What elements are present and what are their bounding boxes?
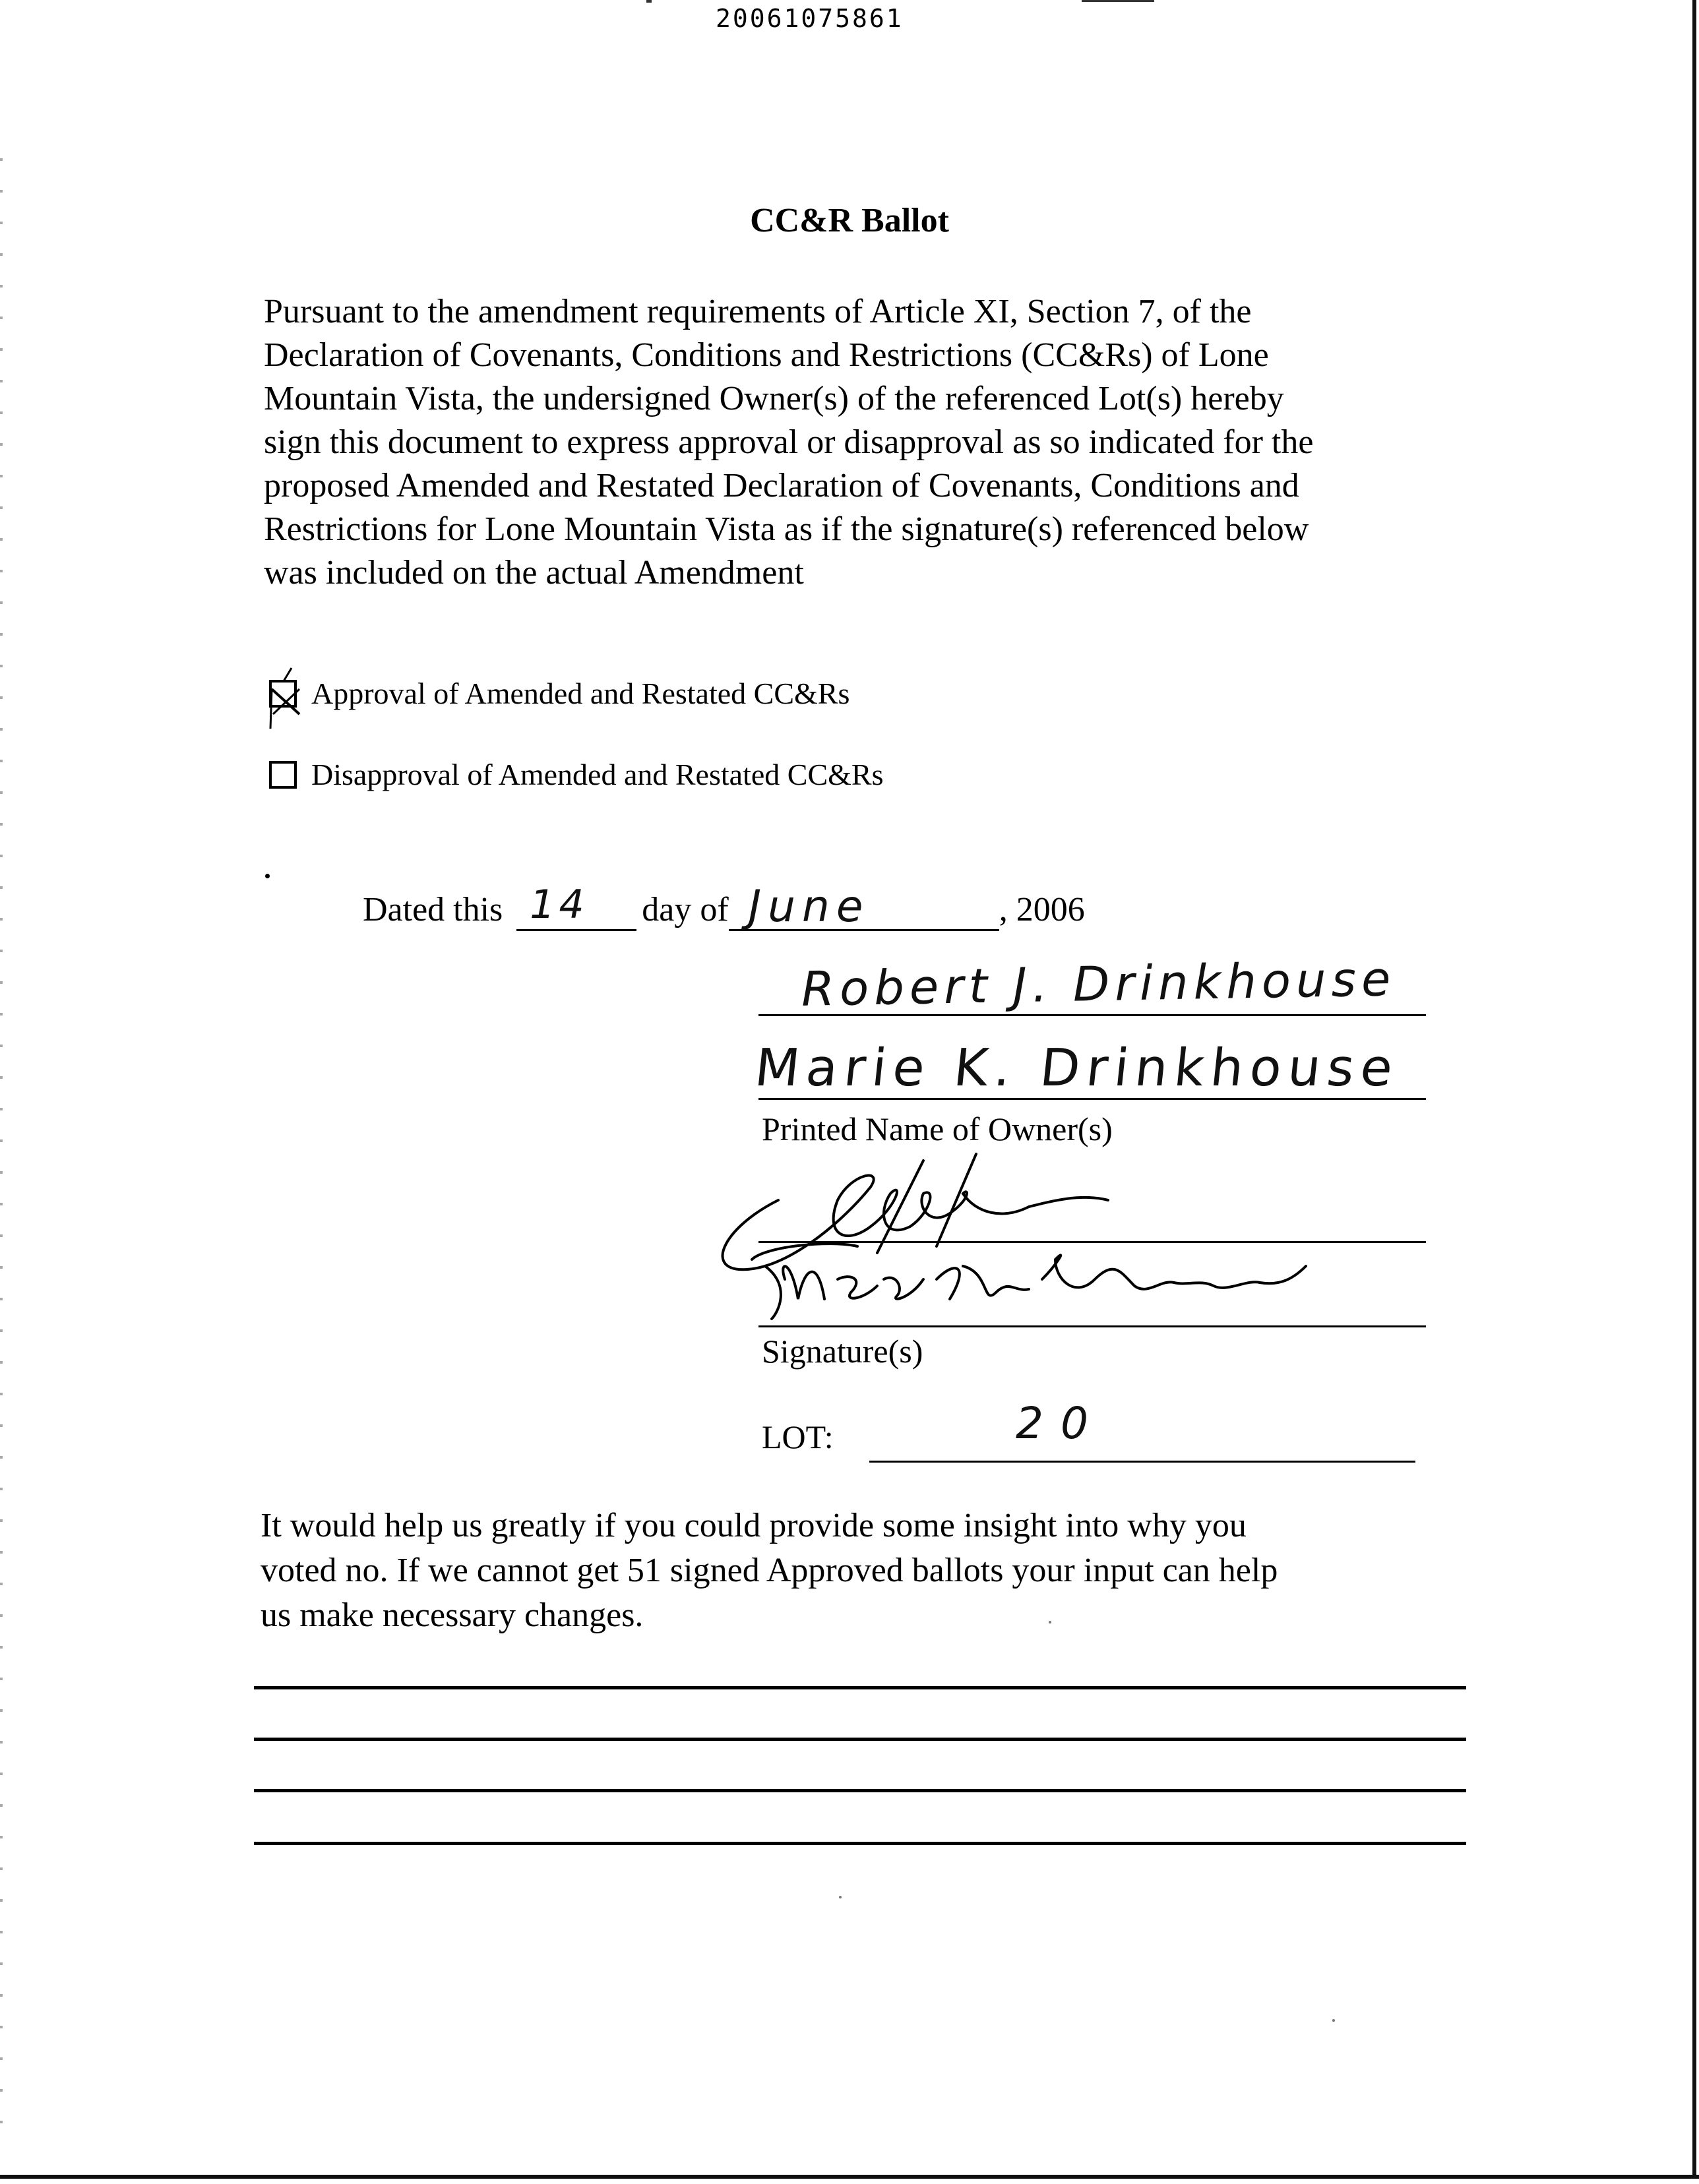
lot-field[interactable] [869,1461,1415,1463]
lot-value: 20 [1016,1398,1105,1449]
feedback-line: It would help us greatly if you could provide some insight into why you [261,1507,1247,1544]
day-value: 14 [530,882,588,928]
intro-line: Restrictions for Lone Mountain Vista as if the signature(s) referenced below [264,510,1309,548]
scan-speck [265,874,270,878]
lot-label: LOT: [762,1418,834,1455]
checkmark-icon [265,663,311,729]
intro-line: proposed Amended and Restated Declaration of Covenants, Conditions and [264,467,1299,504]
scan-speck [1332,2019,1335,2022]
approval-label: Approval of Amended and Restated CC&Rs [311,677,850,710]
comment-line-3[interactable] [254,1789,1466,1792]
signature-line-1[interactable] [758,1241,1426,1243]
feedback-request [261,1503,1487,1638]
disapproval-checkbox[interactable] [269,761,297,789]
intro-line: sign this document to express approval or disapproval as so indicated for the [264,423,1314,461]
feedback-line: voted no. If we cannot get 51 signed Approved ballots your input can help [261,1552,1278,1589]
scan-margin-marks [0,158,3,2137]
intro-line: Mountain Vista, the undersigned Owner(s) of the referenced Lot(s) hereby [264,380,1284,417]
intro-line: was included on the actual Amendment [264,554,804,592]
dated-year: , 2006 [999,891,1085,928]
scan-speck [839,1896,842,1898]
approval-option[interactable] [269,676,850,711]
printed-name-1: Robert J. Drinkhouse [801,951,1396,1017]
intro-paragraph [264,290,1477,595]
scan-mark [646,0,652,3]
page-border-right [1692,0,1696,2179]
dated-line [363,881,1085,932]
month-field[interactable] [729,881,999,932]
document-number: 20061075861 [716,4,904,33]
signature-line-2[interactable] [758,1325,1426,1327]
comment-line-1[interactable] [254,1686,1466,1689]
intro-line: Declaration of Covenants, Conditions and Restrictions (CC&Rs) of Lone [264,336,1269,374]
disapproval-option[interactable] [269,757,884,792]
page-title: CC&R Ballot [750,202,949,239]
scan-speck [1049,1621,1051,1623]
printed-name-line-2[interactable] [758,1098,1426,1100]
scan-mark [1082,0,1154,2]
feedback-line: us make necessary changes. [261,1596,644,1634]
comment-line-4[interactable] [254,1842,1466,1845]
dated-prefix: Dated this [363,891,503,928]
approval-checkbox[interactable] [269,680,297,708]
page-border [0,2175,1699,2179]
printed-name-label: Printed Name of Owner(s) [762,1110,1113,1147]
month-value: June [748,881,870,932]
signature-label: Signature(s) [762,1333,923,1370]
day-field[interactable] [516,882,636,931]
disapproval-label: Disapproval of Amended and Restated CC&Rs [311,758,884,791]
printed-name-2: Marie K. Drinkhouse [752,1039,1402,1098]
dated-middle: day of [642,891,729,928]
comment-line-2[interactable] [254,1738,1466,1741]
signature-scribble [686,1147,1385,1325]
intro-line: Pursuant to the amendment requirements of Article XI, Section 7, of the [264,293,1252,330]
